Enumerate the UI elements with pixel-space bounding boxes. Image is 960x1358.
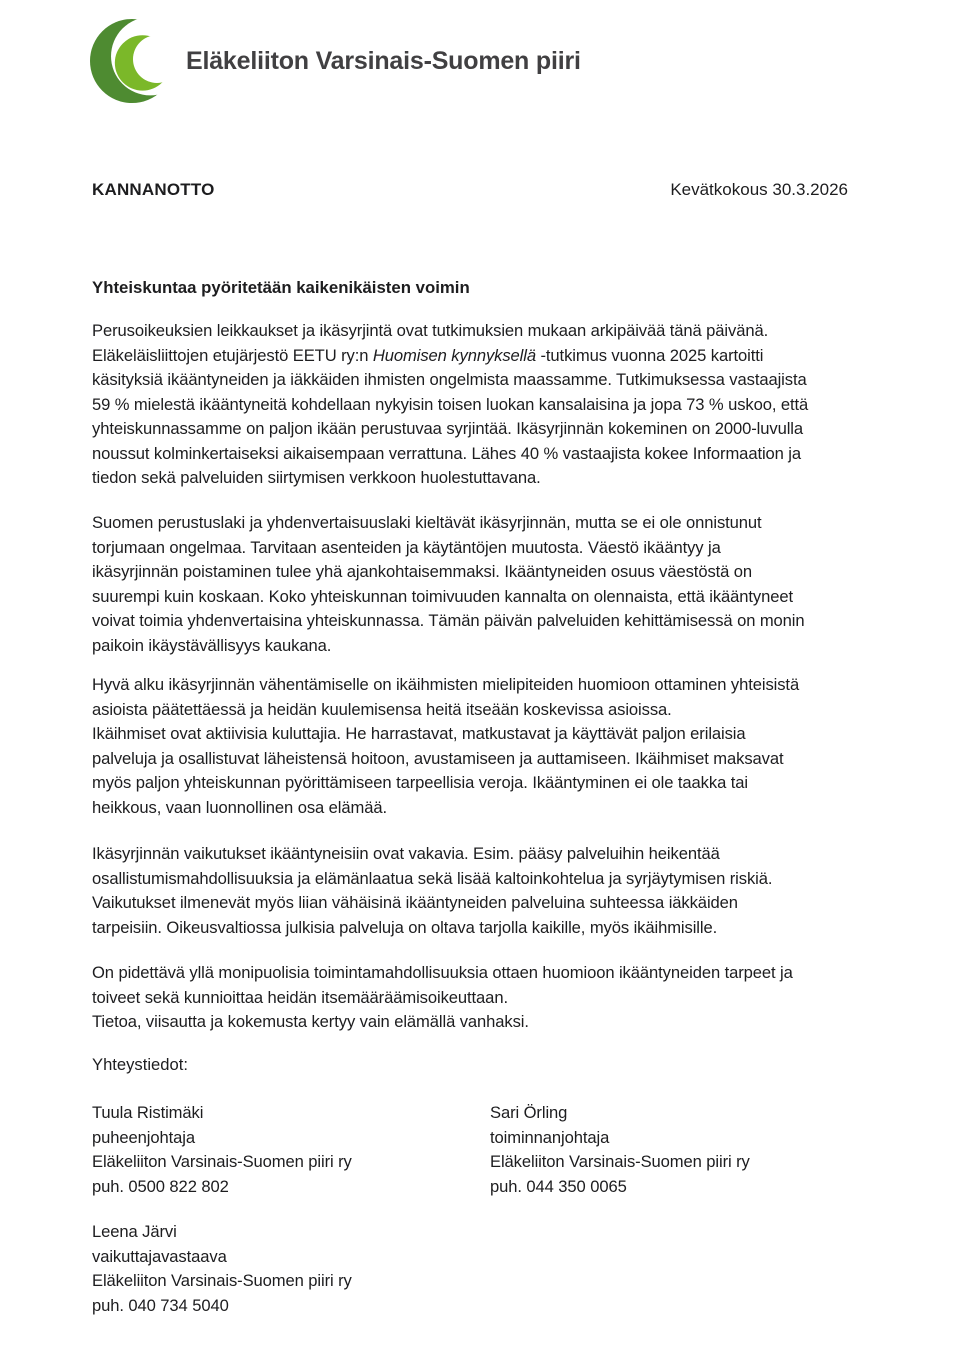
contact-person-3 bbox=[92, 1220, 352, 1318]
text-line: Tuula Ristimäki bbox=[92, 1103, 204, 1122]
text-line: toiveet sekä kunnioittaa heidän itsemääräämisoikeuttaan. bbox=[92, 987, 508, 1007]
text-line: Eläkeliiton Varsinais-Suomen piiri ry bbox=[92, 1271, 352, 1291]
text-line: toiminnanjohtaja bbox=[490, 1127, 610, 1147]
paragraph-4 bbox=[92, 842, 772, 940]
document-header bbox=[92, 180, 848, 200]
text-line: Tietoa, viisautta ja kokemusta kertyy vain elämällä vanhaksi. bbox=[92, 1012, 529, 1032]
text-line: Ikäsyrjinnän vaikutukset ikääntyneisiin ovat vakavia. Esim. pääsy palveluihin heikentää bbox=[92, 844, 720, 863]
text-line: ikäsyrjinnän poistaminen tulee yhä ajankohtaisemmaksi. Ikääntyneiden osuus väestöstä on bbox=[92, 562, 753, 582]
text-lines bbox=[92, 368, 808, 491]
text-line: noussut kolminkertaiseksi aikaisempaan verrattuna. Lähes 40 % vastaajista kokee Informaation ja bbox=[92, 443, 802, 463]
paragraph-2 bbox=[92, 511, 805, 658]
text-line: tarpeisiin. Oikeusvaltiossa julkisia palveluja on oltava tarjolla kaikille, myös ikäihmisille. bbox=[92, 917, 718, 937]
contact-person-1 bbox=[92, 1101, 352, 1199]
text-line: 59 % mielestä ikääntyneitä kohdellaan nykyisin toisen luokan kansalaisina ja jopa 73 % uskoo, että bbox=[92, 394, 809, 414]
text-line: Vaikutukset ilmenevät myös liian vähäisinä ikääntyneiden palveluina suhteessa iäkkäiden bbox=[92, 893, 738, 913]
contacts-heading: Yhteystiedot: bbox=[92, 1055, 188, 1074]
text-line: Suomen perustuslaki ja yhdenvertaisuuslaki kieltävät ikäsyrjinnän, mutta se ei ole onnistunut bbox=[92, 513, 762, 532]
text-line: suurempi kuin koskaan. Koko yhteiskunnan toimivuuden kannalta on olennaista, että ikääntyneet bbox=[92, 586, 793, 606]
text-line: asioista päätettäessä ja heidän kuulemisensa heitä itseään koskevissa asioissa. bbox=[92, 699, 672, 719]
text-line bbox=[92, 344, 808, 369]
text-line: Ikäihmiset ovat aktiivisia kuluttajia. He harrastavat, matkustavat ja käyttävät paljon erilaisia bbox=[92, 724, 746, 744]
text-line: voivat toimia yhdenvertaisina yhteiskunnassa. Tämän päivän palveluiden kehittämisessä on monin bbox=[92, 611, 805, 631]
text-line: vaikuttajavastaava bbox=[92, 1246, 227, 1266]
text-line: puh. 0500 822 802 bbox=[92, 1176, 229, 1196]
text-segment: Eläkeläisliittojen etujärjestö EETU ry:n bbox=[92, 345, 373, 365]
text-line: Sari Örling bbox=[490, 1103, 568, 1122]
text-line: Leena Järvi bbox=[92, 1222, 177, 1241]
text-line: torjumaan ongelmaa. Tarvitaan asenteiden ja käytäntöjen muutosta. Väestö ikääntyy ja bbox=[92, 537, 721, 557]
statement-heading: Yhteiskuntaa pyöritetään kaikenikäisten voimin bbox=[92, 278, 470, 297]
contact-person-2 bbox=[490, 1101, 750, 1199]
text-line: Eläkeliiton Varsinais-Suomen piiri ry bbox=[490, 1152, 750, 1172]
text-line: tiedon sekä palveluiden siirtymisen verkkoon huolestuttavana. bbox=[92, 468, 541, 488]
paragraph-3 bbox=[92, 673, 799, 820]
org-name: Eläkeliiton Varsinais-Suomen piiri bbox=[186, 46, 581, 75]
text-line: puheenjohtaja bbox=[92, 1127, 195, 1147]
text-line: puh. 044 350 0065 bbox=[490, 1176, 627, 1196]
study-title-italic: Huomisen kynnyksellä bbox=[372, 345, 536, 365]
text-line: On pidettävä yllä monipuolisia toimintamahdollisuuksia ottaen huomioon ikääntyneiden tarpeet ja bbox=[92, 963, 793, 982]
text-line: yhteiskunnassamme on paljon ikään perustuvaa syrjintää. Ikäsyrjinnän kokeminen on 2000-luvulla bbox=[92, 419, 803, 439]
text-line: heikkous, vaan luonnollinen osa elämää. bbox=[92, 797, 387, 817]
org-logo bbox=[90, 16, 581, 106]
text-line: palveluja ja osallistuvat läheistensä hoitoon, avustamiseen ja auttamiseen. Ikäihmiset maksavat bbox=[92, 748, 784, 768]
crescent-logo-icon bbox=[90, 16, 176, 106]
text-line: käsityksiä ikääntyneiden ja iäkkäiden ihmisten ongelmista maassamme. Tutkimuksessa vastaajista bbox=[92, 370, 807, 390]
text-line: myös paljon yhteiskunnan pyörittämiseen tarpeellisia veroja. Ikääntyminen ei ole taakka tai bbox=[92, 773, 748, 793]
meeting-date: Kevätkokous 30.3.2026 bbox=[670, 180, 848, 199]
doc-type-label: KANNANOTTO bbox=[92, 180, 215, 199]
text-line: Perusoikeuksien leikkaukset ja ikäsyrjintä ovat tutkimuksien mukaan arkipäivää tänä päivänä. bbox=[92, 321, 769, 340]
paragraph-1 bbox=[92, 319, 808, 491]
text-segment: -tutkimus vuonna 2025 kartoitti bbox=[535, 345, 764, 365]
text-line: Hyvä alku ikäsyrjinnän vähentämiselle on ikäihmisten mielipiteiden huomioon ottaminen yhteisistä bbox=[92, 675, 800, 694]
text-line: osallistumismahdollisuuksia ja elämänlaatua sekä lisää kaltoinkohtelua ja syrjäytymisen riskiä. bbox=[92, 868, 773, 888]
text-line: paikoin ikäystävällisyys kaukana. bbox=[92, 635, 332, 655]
text-line: puh. 040 734 5040 bbox=[92, 1295, 229, 1315]
paragraph-5 bbox=[92, 961, 793, 1035]
text-line: Eläkeliiton Varsinais-Suomen piiri ry bbox=[92, 1152, 352, 1172]
